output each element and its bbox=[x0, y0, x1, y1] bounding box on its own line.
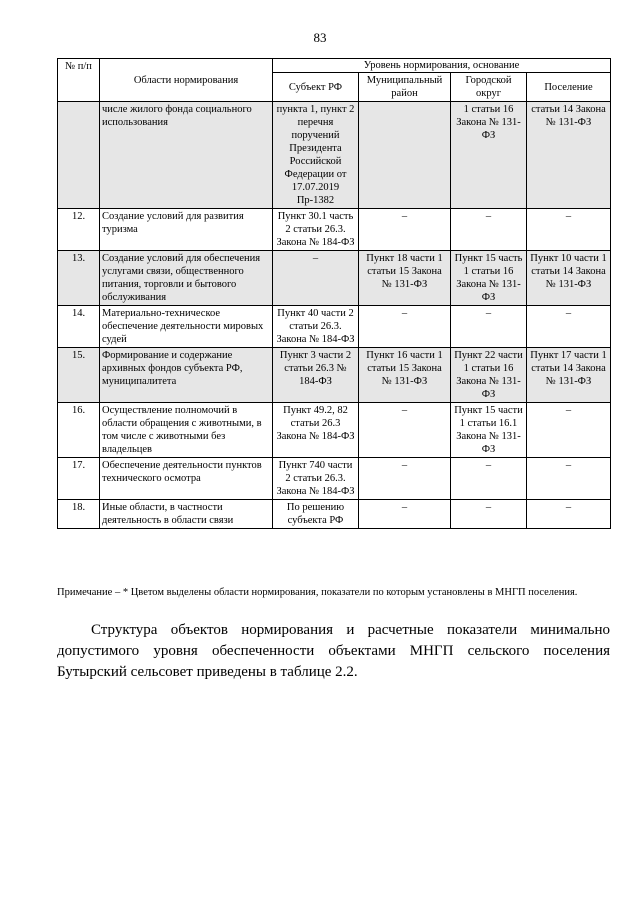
row-settlement: – bbox=[527, 403, 611, 458]
header-settlement: Поселение bbox=[527, 73, 611, 102]
row-municipal: Пункт 18 части 1 статьи 15 Закона № 131-ФЗ bbox=[359, 251, 451, 306]
row-city: – bbox=[451, 306, 527, 348]
row-city: – bbox=[451, 458, 527, 500]
row-city: Пункт 15 часть 1 статьи 16 Закона № 131-ФЗ bbox=[451, 251, 527, 306]
page-number: 83 bbox=[313, 30, 327, 45]
row-num: 14. bbox=[58, 306, 100, 348]
header-area: Области нормирования bbox=[100, 59, 273, 102]
row-city: – bbox=[451, 209, 527, 251]
row-num bbox=[58, 102, 100, 209]
row-subject: – bbox=[273, 251, 359, 306]
row-city: Пункт 15 части 1 статьи 16.1 Закона № 131-ФЗ bbox=[451, 403, 527, 458]
row-municipal: – bbox=[359, 458, 451, 500]
row-area: Создание условий для развития туризма bbox=[100, 209, 273, 251]
row-subject: Пункт 740 части 2 статьи 26.3. Закона № 184-ФЗ bbox=[273, 458, 359, 500]
table-row bbox=[58, 102, 611, 209]
table-note: Примечание – * Цветом выделены области нормирования, показатели по которым установлены в МНГП поселения. bbox=[57, 587, 578, 598]
row-num: 12. bbox=[58, 209, 100, 251]
row-municipal: – bbox=[359, 500, 451, 529]
table-row bbox=[58, 209, 611, 251]
header-num: № п/п bbox=[58, 59, 100, 102]
row-area: Материально-техническое обеспечение деятельности мировых судей bbox=[100, 306, 273, 348]
row-municipal: – bbox=[359, 403, 451, 458]
table-row bbox=[58, 348, 611, 403]
body-paragraph: Структура объектов нормирования и расчетные показатели минимально допустимого уровня обеспеченности объектами МНГП сельского поселения Бутырский сельсовет приведены в таблице 2.2. bbox=[57, 622, 610, 680]
header-city: Городской округ bbox=[451, 73, 527, 102]
row-settlement: – bbox=[527, 500, 611, 529]
row-num: 18. bbox=[58, 500, 100, 529]
header-level: Уровень нормирования, основание bbox=[273, 59, 611, 73]
table-body bbox=[58, 102, 611, 529]
row-subject: Пункт 30.1 часть 2 статьи 26.3. Закона № 184-ФЗ bbox=[273, 209, 359, 251]
table-row bbox=[58, 458, 611, 500]
row-municipal: Пункт 16 части 1 статьи 15 Закона № 131-ФЗ bbox=[359, 348, 451, 403]
row-settlement: – bbox=[527, 209, 611, 251]
row-area: числе жилого фонда социального использования bbox=[100, 102, 273, 209]
table-row bbox=[58, 306, 611, 348]
row-city: 1 статьи 16 Закона № 131-ФЗ bbox=[451, 102, 527, 209]
row-subject: По решению субъекта РФ bbox=[273, 500, 359, 529]
row-area: Обеспечение деятельности пунктов технического осмотра bbox=[100, 458, 273, 500]
row-area: Осуществление полномочий в области обращения с животными, в том числе с животными без владельцев bbox=[100, 403, 273, 458]
row-area: Создание условий для обеспечения услугами связи, общественного питания, торговли и бытового обслуживания bbox=[100, 251, 273, 306]
row-municipal: – bbox=[359, 209, 451, 251]
header-subject: Субъект РФ bbox=[273, 73, 359, 102]
row-subject: Пункт 40 части 2 статьи 26.3. Закона № 184-ФЗ bbox=[273, 306, 359, 348]
row-settlement: Пункт 17 части 1 статьи 14 Закона № 131-ФЗ bbox=[527, 348, 611, 403]
row-settlement: Пункт 10 части 1 статьи 14 Закона № 131-ФЗ bbox=[527, 251, 611, 306]
row-municipal bbox=[359, 102, 451, 209]
normalization-table bbox=[57, 58, 611, 529]
row-num: 16. bbox=[58, 403, 100, 458]
row-city: – bbox=[451, 500, 527, 529]
row-num: 13. bbox=[58, 251, 100, 306]
row-settlement: статьи 14 Закона № 131-ФЗ bbox=[527, 102, 611, 209]
row-municipal: – bbox=[359, 306, 451, 348]
header-municipal: Муниципальный район bbox=[359, 73, 451, 102]
row-area: Иные области, в частности деятельность в области связи bbox=[100, 500, 273, 529]
row-settlement: – bbox=[527, 306, 611, 348]
row-area: Формирование и содержание архивных фондов субъекта РФ, муниципалитета bbox=[100, 348, 273, 403]
row-settlement: – bbox=[527, 458, 611, 500]
row-city: Пункт 22 части 1 статьи 16 Закона № 131-ФЗ bbox=[451, 348, 527, 403]
row-subject: Пункт 49.2, 82 статьи 26.3 Закона № 184-ФЗ bbox=[273, 403, 359, 458]
row-num: 17. bbox=[58, 458, 100, 500]
table-row bbox=[58, 251, 611, 306]
table-row bbox=[58, 403, 611, 458]
row-subject: Пункт 3 части 2 статьи 26.3 № 184-ФЗ bbox=[273, 348, 359, 403]
row-num: 15. bbox=[58, 348, 100, 403]
row-subject: пункта 1, пункт 2 перечня поручений Президента Российской Федерации от 17.07.2019 Пр-1382 bbox=[273, 102, 359, 209]
table-row bbox=[58, 500, 611, 529]
